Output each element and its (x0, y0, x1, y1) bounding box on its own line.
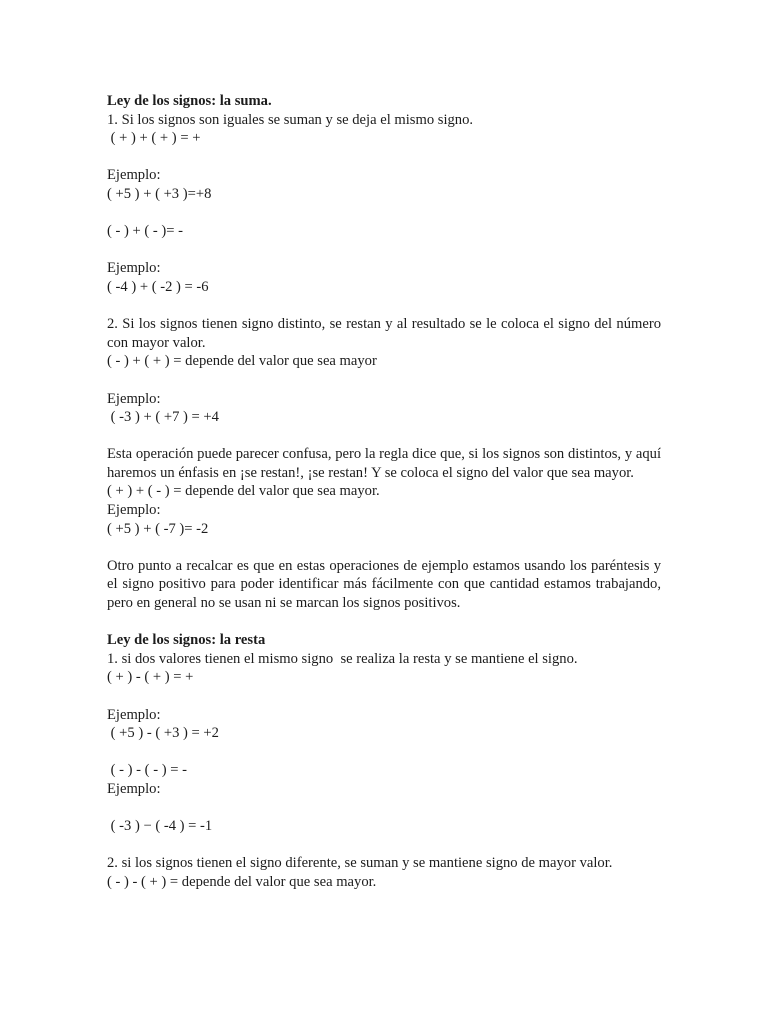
spacer (107, 148, 661, 167)
suma-example-1: ( +5 ) + ( +3 )=+8 (107, 185, 212, 202)
suma-example-3: ( -3 ) + ( +7 ) = +4 (107, 409, 219, 426)
spacer (107, 743, 661, 762)
document-page (107, 92, 661, 892)
spacer (107, 613, 661, 632)
suma-heading: Ley de los signos: la suma. (107, 93, 272, 109)
example-label: Ejemplo: (107, 502, 161, 519)
example-label: Ejemplo: (107, 167, 161, 184)
suma-rule-1: 1. Si los signos son iguales se suman y se deja el mismo signo. (107, 111, 474, 128)
example-label: Ejemplo: (107, 780, 161, 797)
resta-negative-formula: ( - ) - ( - ) = - (107, 762, 187, 779)
resta-example-1: ( +5 ) - ( +3 ) = +2 (107, 725, 219, 742)
example-label: Ejemplo: (107, 706, 161, 723)
spacer (107, 836, 661, 855)
suma-rule-1-formula: ( + ) + ( + ) = + (107, 130, 201, 147)
suma-note-paragraph: Esta operación puede parecer confusa, pero la regla dice que, si los signos son distintos, y aquí haremos un énfasis en ¡se restan!, ¡se restan! Y se coloca el signo del valor que sea mayor. (107, 446, 661, 481)
resta-rule-1-formula: ( + ) - ( + ) = + (107, 669, 194, 686)
spacer (107, 241, 661, 260)
suma-note-formula: ( + ) + ( - ) = depende del valor que sea mayor. (107, 483, 380, 500)
suma-example-4: ( +5 ) + ( -7 )= -2 (107, 520, 209, 537)
spacer (107, 538, 661, 557)
suma-example-2: ( -4 ) + ( -2 ) = -6 (107, 278, 209, 295)
suma-rule-2-formula: ( - ) + ( + ) = depende del valor que sea mayor (107, 353, 377, 370)
example-label: Ejemplo: (107, 260, 161, 277)
suma-rule-2: 2. Si los signos tienen signo distinto, se restan y al resultado se le coloca el signo del número con mayor valor. (107, 316, 661, 351)
resta-rule-1: 1. si dos valores tienen el mismo signo se realiza la resta y se mantiene el signo. (107, 650, 578, 667)
spacer (107, 297, 661, 316)
resta-example-2: ( -3 ) − ( -4 ) = -1 (107, 818, 213, 835)
spacer (107, 204, 661, 223)
resta-heading: Ley de los signos: la resta (107, 632, 266, 649)
suma-negative-formula: ( - ) + ( - )= - (107, 223, 184, 240)
resta-rule-2-formula: ( - ) - ( + ) = depende del valor que sea mayor. (107, 873, 377, 890)
spacer (107, 371, 661, 390)
resta-rule-2: 2. si los signos tienen el signo diferente, se suman y se mantiene signo de mayor valor. (107, 855, 613, 872)
spacer (107, 799, 661, 818)
spacer (107, 687, 661, 706)
example-label: Ejemplo: (107, 390, 161, 407)
spacer (107, 427, 661, 446)
suma-remark-paragraph: Otro punto a recalcar es que en estas operaciones de ejemplo estamos usando los paréntesis y el signo positivo para poder identificar más fácilmente con que cantidad estamos trabajando, pero en general no se usan ni se marcan los signos positivos. (107, 557, 661, 612)
